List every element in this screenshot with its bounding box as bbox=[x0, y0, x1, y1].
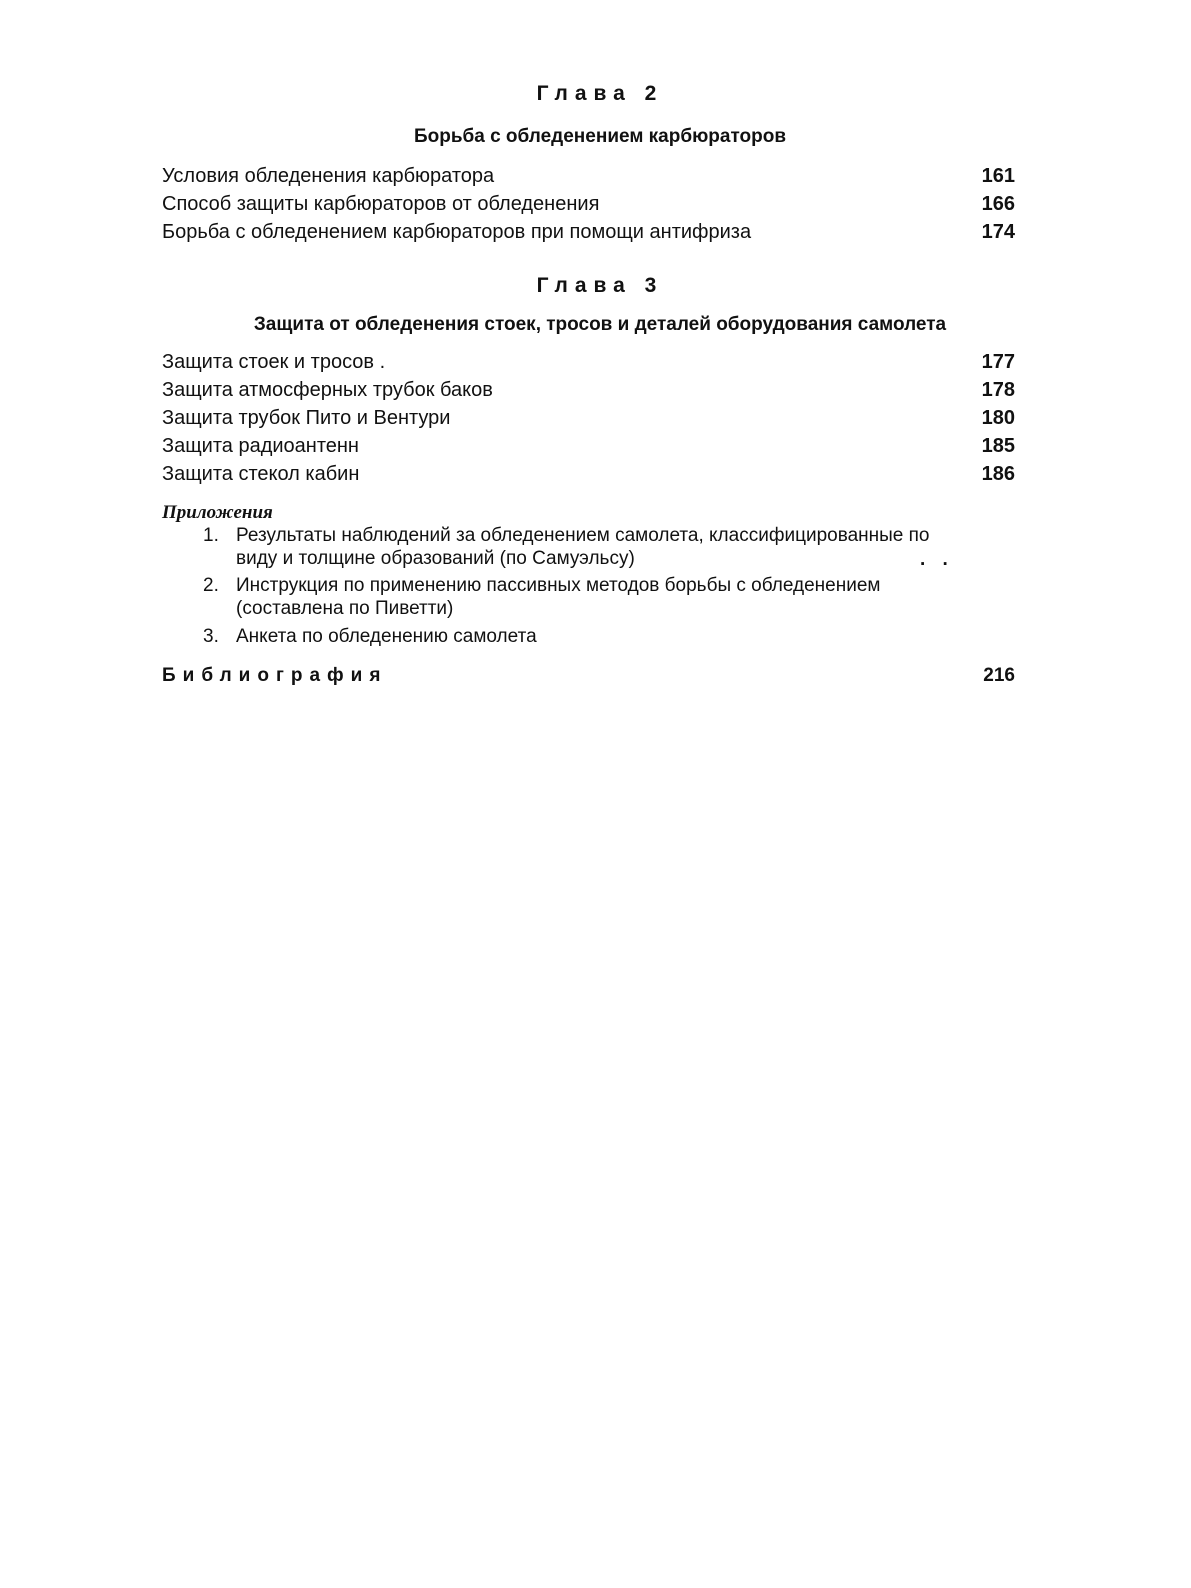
leader-dots: . . bbox=[920, 549, 954, 570]
toc-entry-page: 180 bbox=[981, 407, 1015, 429]
toc-entry-label: Способ защиты карбюраторов от обледенения bbox=[162, 193, 600, 215]
toc-entry-label: Борьба с обледенением карбюраторов при помощи антифриза bbox=[162, 221, 752, 243]
toc-entry-label: Защита атмосферных трубок баков bbox=[162, 379, 493, 401]
toc-entry-page: 178 bbox=[981, 379, 1015, 401]
toc-entry[interactable] bbox=[162, 218, 1015, 246]
appendix-item-text: Результаты наблюдений за обледенением самолета, классифицированные по виду и толщине образований (по Самуэльсу) bbox=[236, 525, 930, 569]
toc-entry-label: Защита радиоантенн bbox=[162, 435, 359, 457]
toc-entry-label: Защита стекол кабин bbox=[162, 463, 360, 485]
chapter-3-title: Защита от обледенения стоек, тросов и деталей оборудования самолета bbox=[253, 314, 947, 335]
toc-entry-page: 174 bbox=[981, 221, 1015, 243]
toc-entry[interactable] bbox=[162, 162, 1015, 190]
toc-entry[interactable] bbox=[162, 190, 1015, 218]
appendix-item-text: Анкета по обледенению самолета bbox=[236, 626, 537, 647]
appendix-item-number: 2. bbox=[203, 575, 219, 596]
toc-entry-bibliography[interactable] bbox=[162, 662, 1015, 690]
toc-entry[interactable] bbox=[162, 404, 1015, 432]
toc-entry-page: 161 bbox=[981, 165, 1015, 187]
chapter-2-title: Борьба с обледенением карбюраторов bbox=[413, 126, 787, 147]
appendix-item-number: 3. bbox=[203, 626, 219, 647]
toc-entry-label: Условия обледенения карбюратора bbox=[162, 165, 495, 187]
toc-entry-page: 177 bbox=[981, 351, 1015, 373]
bibliography-label: Библиография bbox=[162, 665, 388, 686]
chapter-3-heading: Глава 3 bbox=[536, 274, 664, 297]
toc-entry-page: 186 bbox=[981, 463, 1015, 485]
bibliography-page: 216 bbox=[983, 665, 1015, 686]
toc-entry-page: 166 bbox=[981, 193, 1015, 215]
toc-entry[interactable] bbox=[162, 460, 1015, 488]
chapter-2-heading: Глава 2 bbox=[536, 82, 664, 105]
toc-entry-label: Защита стоек и тросов . bbox=[162, 351, 386, 373]
appendix-item-number: 1. bbox=[203, 525, 219, 546]
toc-entry[interactable] bbox=[162, 376, 1015, 404]
appendix-item-text: Инструкция по применению пассивных методов борьбы с обледенением (составлена по Пиветти) bbox=[236, 575, 881, 619]
toc-entry-page: 185 bbox=[981, 435, 1015, 457]
toc-entry[interactable] bbox=[162, 348, 1015, 376]
toc-entry[interactable] bbox=[162, 432, 1015, 460]
appendices-title: Приложения bbox=[162, 502, 273, 523]
toc-entry-label: Защита трубок Пито и Вентури bbox=[162, 407, 451, 429]
